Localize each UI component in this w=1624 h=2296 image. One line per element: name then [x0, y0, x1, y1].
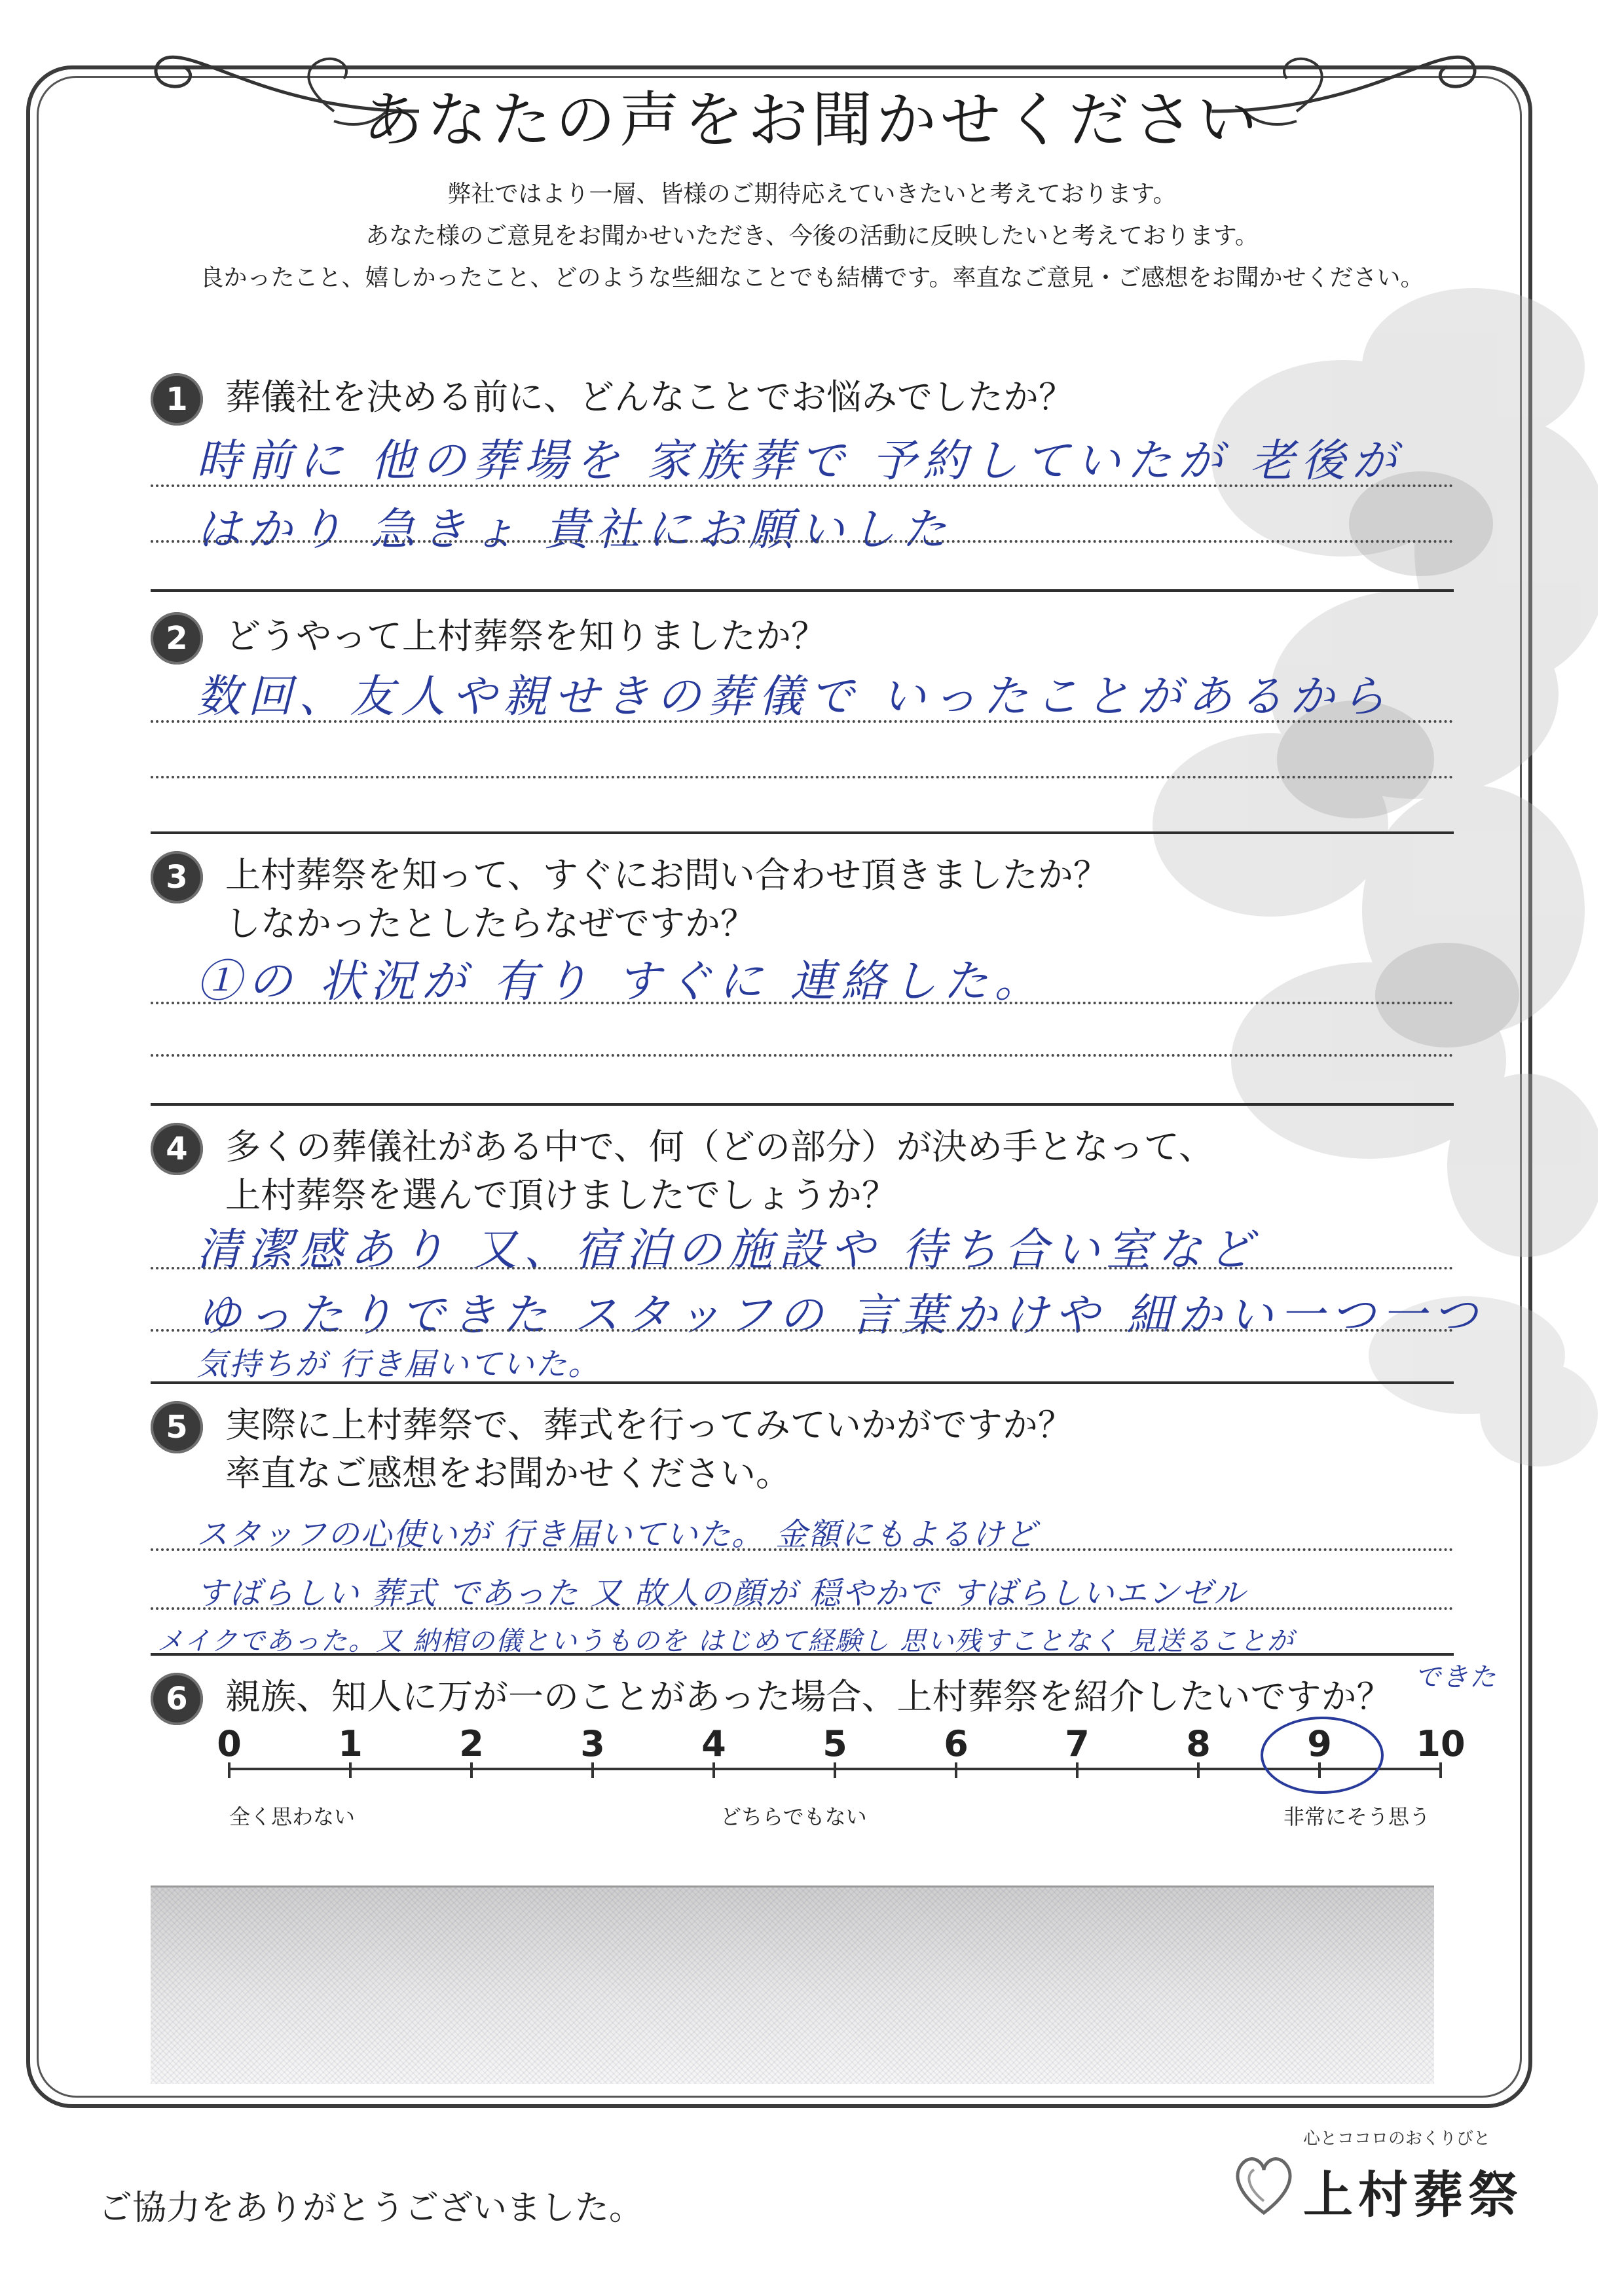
- rating-tick-mark: [470, 1762, 473, 1778]
- rating-tick-mark: [228, 1762, 231, 1778]
- handwritten-answer: すばらしい 葬式 であった 又 故人の顔が 穏やかで すばらしいエンゼル: [196, 1575, 1247, 1612]
- answer-line: [151, 484, 1454, 487]
- question-number-badge: 1: [151, 373, 203, 426]
- rating-scale: [196, 1723, 1480, 1833]
- handwritten-answer: 清潔感あり 又、宿泊の施設や 待ち合い室など: [196, 1224, 1260, 1276]
- question-1: [151, 373, 1074, 426]
- rating-tick-label: 3: [580, 1723, 605, 1764]
- rating-tick-label: 0: [217, 1723, 242, 1764]
- rating-tick-mark: [955, 1762, 957, 1778]
- answer-line: [151, 540, 1454, 543]
- question-number-badge: 6: [151, 1673, 203, 1725]
- section-divider: [151, 1103, 1454, 1106]
- handwritten-answer: メイクであった。又 納棺の儀というものを はじめて経験し 思い残すことなく 見送ることが: [157, 1626, 1295, 1656]
- intro-line: 弊社ではより一層、皆様のご期待応えていきたいと考えております。: [447, 181, 1177, 208]
- section-divider: [151, 831, 1454, 834]
- intro-line: 良かったこと、嬉しかったこと、どのような些細なことでも結構です。率直なご意見・ご感想をお聞かせください。: [200, 264, 1424, 291]
- scale-label-low: 全く思わない: [229, 1804, 356, 1829]
- company-logo: [1225, 2121, 1532, 2246]
- rating-tick-label: 5: [822, 1723, 847, 1764]
- rating-tick-label: 1: [338, 1723, 363, 1764]
- rating-tick: [560, 1724, 625, 1764]
- rating-tick-label: 6: [944, 1723, 969, 1764]
- heart-logo-icon: [1231, 2147, 1297, 2219]
- question-text-line: しなかったとしたらなぜですか？: [225, 903, 756, 944]
- rating-tick: [923, 1724, 989, 1764]
- noise-band: [151, 1886, 1434, 2084]
- handwritten-answer: スタッフの心使いが 行き届いていた。 金額にもよるけど: [196, 1516, 1038, 1553]
- question-text-line: 上村葬祭を知って、すぐにお問い合わせ頂きましたか？: [225, 854, 1109, 896]
- question-number-badge: 3: [151, 851, 203, 903]
- answer-line: [151, 1002, 1454, 1004]
- question-text: 葬儀社を決める前に、どんなことでお悩みでしたか？: [225, 376, 1074, 418]
- rating-tick-label: 7: [1065, 1723, 1090, 1764]
- answer-line: [151, 1054, 1454, 1057]
- answer-line: [151, 1548, 1454, 1551]
- answer-line: [151, 1329, 1454, 1332]
- question-text: どうやって上村葬祭を知りましたか？: [225, 615, 826, 657]
- rating-tick: [318, 1724, 383, 1764]
- handwritten-answer: ①の 状況が 有り すぐに 連絡した。: [196, 956, 1046, 1008]
- rating-tick: [1408, 1724, 1473, 1764]
- question-number-badge: 5: [151, 1401, 203, 1453]
- selected-rating-circle: [1261, 1717, 1384, 1794]
- question-number-badge: 4: [151, 1123, 203, 1175]
- section-divider: [151, 589, 1454, 592]
- rating-tick-mark: [349, 1762, 352, 1778]
- handwritten-answer: はかり 急きょ 貴社にお願いした: [196, 504, 953, 556]
- intro-line: あなた様のご意見をお聞かせいただき、今後の活動に反映したいと考えております。: [365, 223, 1259, 249]
- question-text: [225, 1123, 1214, 1220]
- question-text-line: 実際に上村葬祭で、葬式を行ってみていかがですか？: [225, 1404, 1073, 1446]
- handwritten-answer: 気持ちが 行き届いていた。: [196, 1346, 601, 1383]
- rating-tick-label: 8: [1186, 1723, 1211, 1764]
- answer-line: [151, 776, 1454, 778]
- scale-label-mid: どちらでもない: [720, 1804, 867, 1829]
- scale-label-high: 非常にそう思う: [1283, 1804, 1431, 1829]
- question-text-line: 上村葬祭を選んで頂けましたでしょうか？: [225, 1175, 897, 1216]
- rating-tick: [802, 1724, 868, 1764]
- rating-tick-mark: [1197, 1762, 1200, 1778]
- page-title: あなたの声をお聞かせください: [362, 85, 1261, 155]
- rating-tick: [681, 1724, 747, 1764]
- handwritten-answer: 数回、友人や親せきの葬儀で いったことがあるから: [196, 671, 1392, 723]
- intro-text: [0, 173, 1624, 299]
- question-text-line: 率直なご感想をお聞かせください。: [225, 1453, 791, 1494]
- rating-tick-label: 9: [1307, 1723, 1332, 1764]
- rating-tick-mark: [591, 1762, 594, 1778]
- rating-tick: [1166, 1724, 1231, 1764]
- rating-tick-mark: [834, 1762, 836, 1778]
- question-text: [225, 1401, 1073, 1498]
- answer-line: [151, 1267, 1454, 1269]
- section-divider: [151, 1653, 1454, 1656]
- logo-name: 上村葬祭: [1303, 2166, 1523, 2224]
- question-5: [151, 1401, 1073, 1498]
- handwritten-answer: ゆったりできた スタッフの 言葉かけや 細かい一つ一つ: [196, 1290, 1485, 1341]
- logo-tagline: 心とココロのおくりびと: [1303, 2129, 1491, 2149]
- handwritten-answer-tail: できた: [1414, 1662, 1497, 1692]
- question-3: [151, 851, 1109, 948]
- rating-tick: [439, 1724, 504, 1764]
- question-6: [151, 1673, 1392, 1725]
- rating-tick: [1044, 1724, 1110, 1764]
- question-text: 親族、知人に万が一のことがあった場合、上村葬祭を紹介したいですか？: [225, 1676, 1392, 1717]
- answer-line: [151, 720, 1454, 723]
- rating-tick-mark: [1439, 1762, 1442, 1778]
- question-number-badge: 2: [151, 612, 203, 665]
- rating-tick-mark: [1076, 1762, 1079, 1778]
- handwritten-answer: 時前に 他の葬場を 家族葬で 予約していたが 老後が: [196, 435, 1403, 487]
- rating-tick-label: 2: [459, 1723, 484, 1764]
- answer-line: [151, 1607, 1454, 1610]
- question-2: [151, 612, 826, 665]
- question-text: [225, 851, 1109, 948]
- question-4: [151, 1123, 1214, 1220]
- rating-tick-mark: [712, 1762, 715, 1778]
- rating-tick-label: 10: [1416, 1723, 1466, 1764]
- thanks-message: ご協力をありがとうございました。: [98, 2189, 644, 2228]
- question-text-line: 多くの葬儀社がある中で、何（どの部分）が決め手となって、: [225, 1126, 1214, 1167]
- section-divider: [151, 1381, 1454, 1384]
- rating-tick-label: 4: [701, 1723, 726, 1764]
- rating-tick: [196, 1724, 262, 1764]
